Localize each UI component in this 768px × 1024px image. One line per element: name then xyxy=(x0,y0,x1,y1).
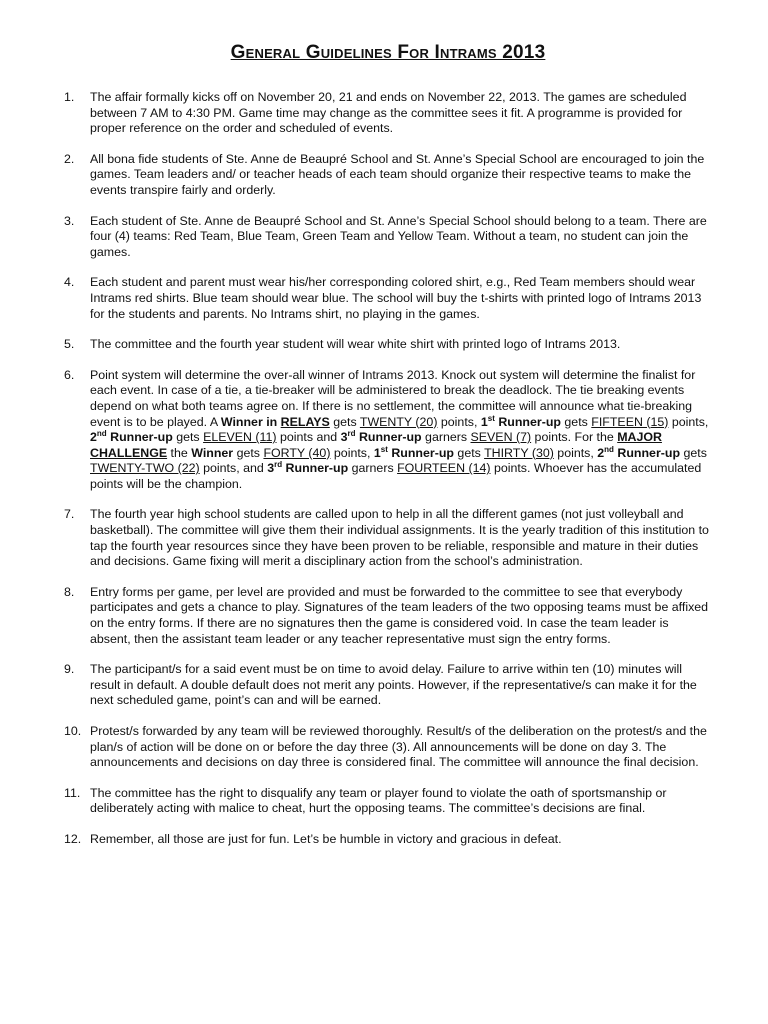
text-run: Point system will determine the over-all winner of Intrams 2013. Knock out system will determine the finalist for each event. In case of a tie, a tie-breaker will be administered to break the deadlock. The tie breaking events depend on what both teams agree on. If there is no settlement, the committee will announce what tie-breaking event is to be played. A xyxy=(90,367,696,429)
list-item xyxy=(64,832,712,848)
text-run: gets xyxy=(560,414,592,429)
text-run: 2 xyxy=(90,430,97,445)
item-text xyxy=(90,368,712,493)
item-text: Each student and parent must wear his/her corresponding colored shirt, e.g., Red Team members should wear Intrams red shirts. Blue team should wear blue. The school will buy the t-shirts with printed logo of Intrams 2013 for the students and parents. No Intrams shirt, no playing in the games. xyxy=(90,275,702,321)
list-item xyxy=(64,724,712,771)
item-number: 9. xyxy=(64,662,75,677)
text-run: points, and xyxy=(199,461,268,476)
item-number: 10. xyxy=(64,724,82,738)
guidelines-list xyxy=(64,90,712,848)
text-run: Winner xyxy=(191,445,234,460)
list-item xyxy=(64,90,712,137)
item-number: 6. xyxy=(64,367,75,382)
text-run: garners xyxy=(348,461,398,476)
text-run: Winner in xyxy=(220,414,281,429)
item-text: The participant/s for a said event must be on time to avoid delay. Failure to arrive within ten (10) minutes will result in default. A double default does not merit any points. However, if the representative/s can make it for the next scheduled game, point’s can and will be earned. xyxy=(90,662,697,708)
text-run: ELEVEN (11) xyxy=(203,430,277,445)
text-run: FOURTEEN (14) xyxy=(397,461,491,476)
text-run: garners xyxy=(421,430,471,445)
text-run: TWENTY-TWO (22) xyxy=(90,461,200,476)
text-run: points, xyxy=(330,445,374,460)
text-run: 2 xyxy=(597,445,605,460)
text-run: Runner-up xyxy=(106,430,173,445)
list-item xyxy=(64,585,712,647)
item-number: 12. xyxy=(64,831,82,846)
text-run: rd xyxy=(274,460,283,470)
item-text: Entry forms per game, per level are provided and must be forwarded to the committee to see that everybody participates and gets a chance to play. Signatures of the team leaders of the two opposing teams must be affixed on the entry forms. If there are no signatures then the game is considered void. In case the team leader is absent, then the assistant team leader or any teacher representative must sign the entry forms. xyxy=(90,584,709,646)
text-run: nd xyxy=(604,444,614,454)
item-text: The fourth year high school students are called upon to help in all the different games (not just volleyball and basketball). The committee will give them their individual assignments. It is the yearly tradition of this institution to tap the fourth year resources since they have been proven to be reliable, responsible and mature in their duties and decisions. Game fixing will merit a disciplinary action from the school’s administration. xyxy=(90,507,709,569)
text-run: points, xyxy=(553,445,598,460)
item-text: Protest/s forwarded by any team will be reviewed thoroughly. Result/s of the deliberation on the protest/s and the plan/s of action will be done on or before the day three (3). All announcements will be done on day 3. The announcements and decisions on day three is considered final. The committee will announce the final decision. xyxy=(90,724,707,770)
item-number: 3. xyxy=(64,213,75,228)
list-item xyxy=(64,507,712,569)
text-run: FORTY (40) xyxy=(263,445,331,460)
text-run: st xyxy=(487,413,495,423)
item-text: Remember, all those are just for fun. Let’s be humble in victory and gracious in defeat. xyxy=(90,831,562,846)
text-run: gets xyxy=(453,445,485,460)
list-item xyxy=(64,152,712,199)
list-item xyxy=(64,662,712,709)
item-number: 4. xyxy=(64,275,75,290)
text-run: gets xyxy=(233,445,264,460)
text-run: 3 xyxy=(340,430,348,445)
text-run: Runner-up xyxy=(494,414,561,429)
text-run: RELAYS xyxy=(280,414,330,429)
text-run: SEVEN (7) xyxy=(470,430,532,445)
text-run: Runner-up xyxy=(355,430,422,445)
item-number: 7. xyxy=(64,507,75,522)
text-run: nd xyxy=(96,428,107,438)
item-text: The committee and the fourth year student will wear white shirt with printed logo of Intrams 2013. xyxy=(90,337,621,352)
item-text: The affair formally kicks off on November 20, 21 and ends on November 22, 2013. The games are scheduled between 7 AM to 4:30 PM. Game time may change as the committee sees it fit. A programme is provided for proper reference on the order and scheduled of events. xyxy=(90,90,687,136)
text-run: st xyxy=(380,444,388,454)
item-number: 11. xyxy=(64,785,81,800)
text-run: Runner-up xyxy=(613,445,681,460)
text-run: the xyxy=(167,445,192,460)
text-run: Runner-up xyxy=(282,461,349,476)
text-run: FIFTEEN (15) xyxy=(591,414,669,429)
list-item xyxy=(64,368,712,493)
item-text: Each student of Ste. Anne de Beaupré School and St. Anne’s Special School should belong to a team. There are four (4) teams: Red Team, Blue Team, Green Team and Yellow Team. Without a team, no student can join the games. xyxy=(90,213,707,259)
list-item xyxy=(64,786,712,817)
text-run: gets xyxy=(329,414,360,429)
text-run: gets xyxy=(172,430,204,445)
text-run: points, xyxy=(668,414,709,429)
text-run: Runner-up xyxy=(387,445,454,460)
list-item xyxy=(64,275,712,322)
page-title: General Guidelines For Intrams 2013 xyxy=(230,42,546,63)
item-number: 5. xyxy=(64,337,75,352)
text-run: rd xyxy=(347,428,356,438)
text-run: 1 xyxy=(480,414,488,429)
text-run: MAJOR CHALLENGE xyxy=(90,430,662,460)
text-run: 1 xyxy=(373,445,381,460)
list-item xyxy=(64,337,712,353)
text-run: THIRTY (30) xyxy=(484,445,554,460)
item-text: The committee has the right to disqualify any team or player found to violate the oath of sportsmanship or deliberately acting with malice to cheat, hurt the opposing teams. The committee’s decisions are final. xyxy=(90,785,667,816)
list-item xyxy=(64,214,712,261)
item-text: All bona fide students of Ste. Anne de Beaupré School and St. Anne’s Special School are encouraged to join the games. Team leaders and/ or teacher heads of each team should organize their respective teams to make the events transpire fairly and orderly. xyxy=(90,151,705,197)
text-run: points and xyxy=(276,430,341,445)
text-run: points, xyxy=(437,414,481,429)
text-run: points. For the xyxy=(531,430,618,445)
text-run: gets xyxy=(680,445,707,460)
text-run: 3 xyxy=(267,461,275,476)
item-number: 2. xyxy=(64,151,75,166)
item-number: 1. xyxy=(64,90,75,104)
item-number: 8. xyxy=(64,584,75,599)
text-run: TWENTY (20) xyxy=(359,414,438,429)
text-run: points. Whoever has the accumulated points will be the champion. xyxy=(90,461,702,491)
